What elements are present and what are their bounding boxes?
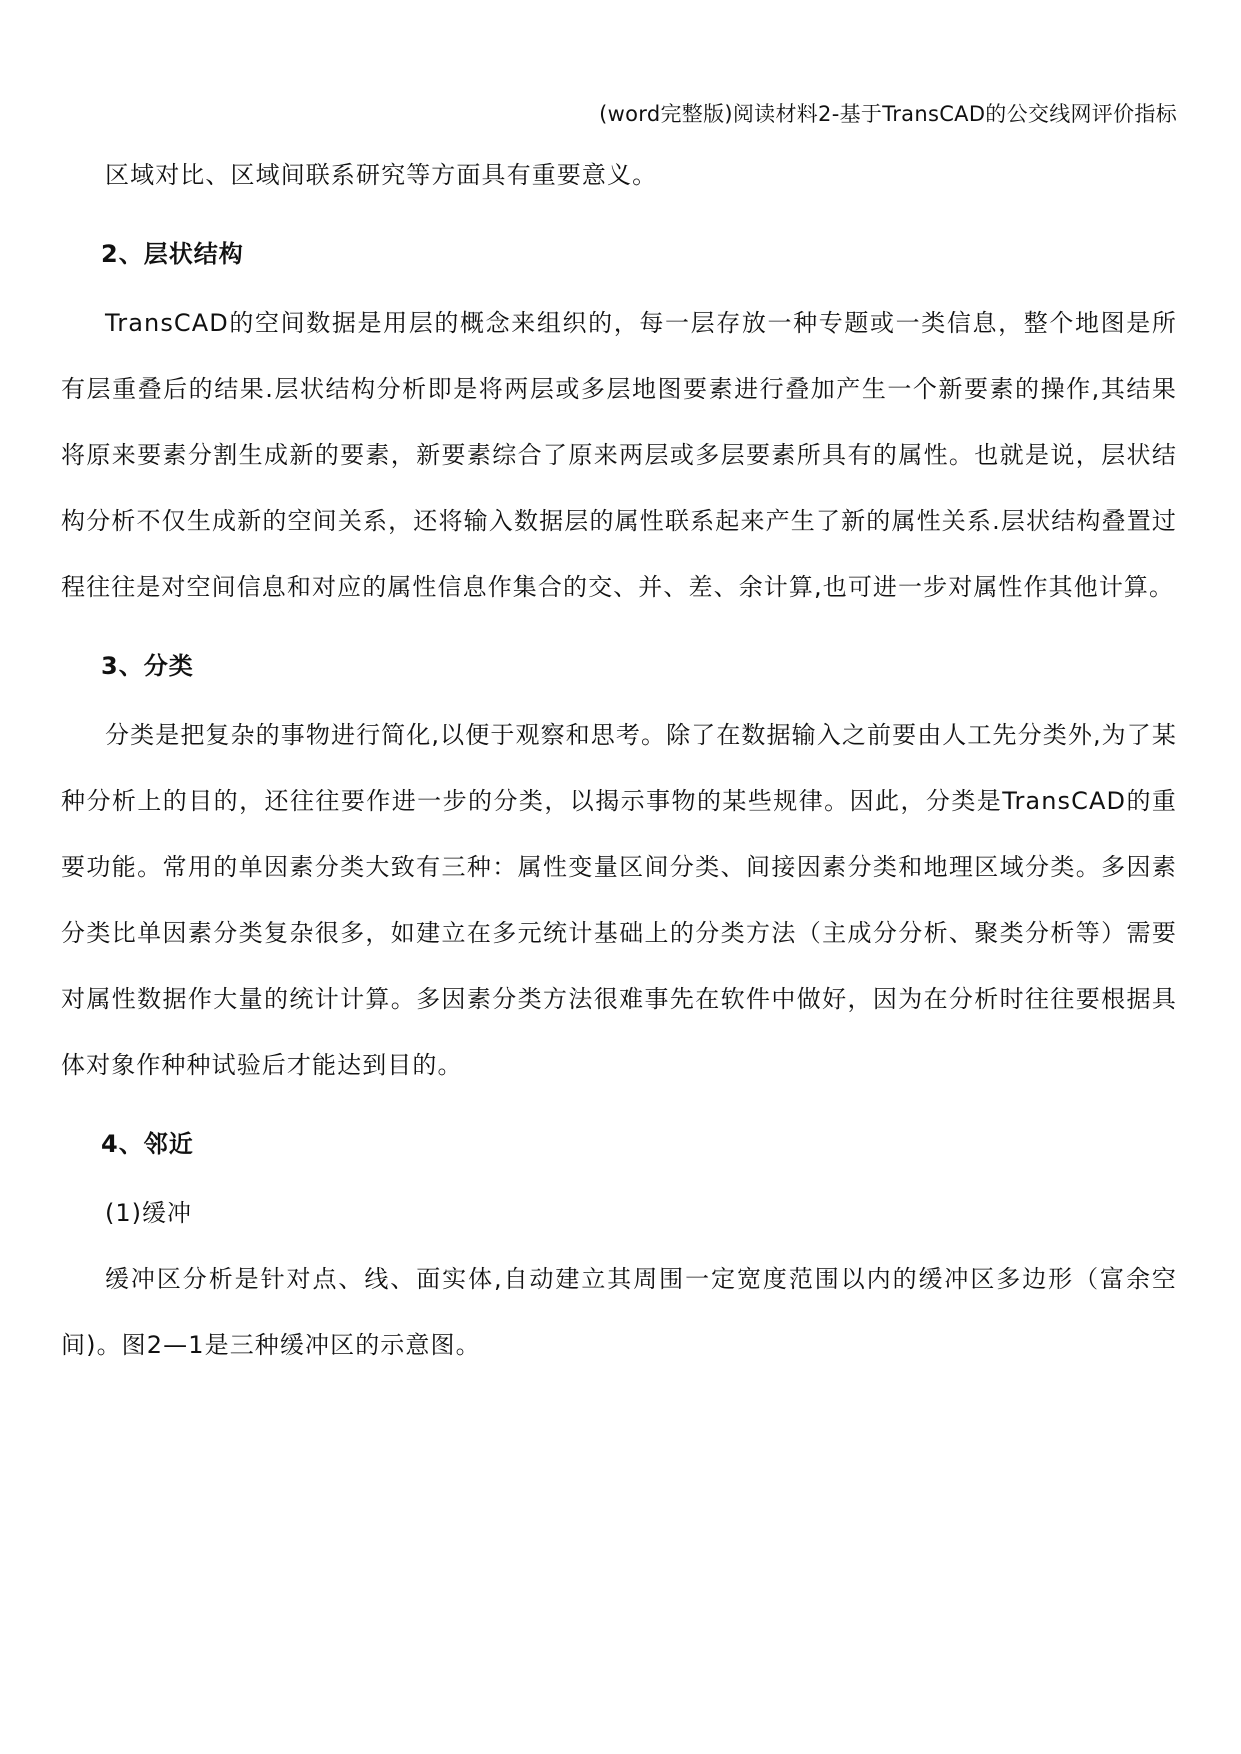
paragraph-layer-structure: TransCAD的空间数据是用层的概念来组织的，每一层存放一种专题或一类信息，整个地图是所有层重叠后的结果.层状结构分析即是将两层或多层地图要素进行叠加产生一个新要素的操作,其结果将原来要素分割生成新的要素，新要素综合了原来两层或多层要素所具有的属性。也就是说，层状结构分析不仅生成新的空间关系，还将输入数据层的属性联系起来产生了新的属性关系.层状结构叠置过程往往是对空间信息和对应的属性信息作集合的交、并、差、余计算,也可进一步对属性作其他计算。 xyxy=(61,309,1177,601)
section-heading-3: 3、分类 xyxy=(101,652,194,680)
section-heading-2: 2、层状结构 xyxy=(101,240,244,268)
document-body xyxy=(61,146,1177,1378)
spacer xyxy=(61,208,1177,218)
paragraph-buffer: 缓冲区分析是针对点、线、面实体,自动建立其周围一定宽度范围以内的缓冲区多边形（富余空间)。图2—1是三种缓冲区的示意图。 xyxy=(61,1265,1177,1359)
paragraph-classification: 分类是把复杂的事物进行简化,以便于观察和思考。除了在数据输入之前要由人工先分类外,为了某种分析上的目的，还往往要作进一步的分类，以揭示事物的某些规律。因此，分类是TransCAD的重要功能。常用的单因素分类大致有三种：属性变量区间分类、间接因素分类和地理区域分类。多因素分类比单因素分类复杂很多，如建立在多元统计基础上的分类方法（主成分分析、聚类分析等）需要对属性数据作大量的统计计算。多因素分类方法很难事先在软件中做好，因为在分析时往往要根据具体对象作种种试验后才能达到目的。 xyxy=(61,721,1177,1079)
page-header: (word完整版)阅读材料2-基于TransCAD的公交线网评价指标 xyxy=(599,102,1177,126)
subsection-heading-buffer: (1)缓冲 xyxy=(105,1199,192,1227)
spacer xyxy=(61,1098,1177,1108)
section-heading-4: 4、邻近 xyxy=(101,1130,194,1158)
paragraph-continuation: 区域对比、区域间联系研究等方面具有重要意义。 xyxy=(105,161,658,189)
spacer xyxy=(61,620,1177,630)
